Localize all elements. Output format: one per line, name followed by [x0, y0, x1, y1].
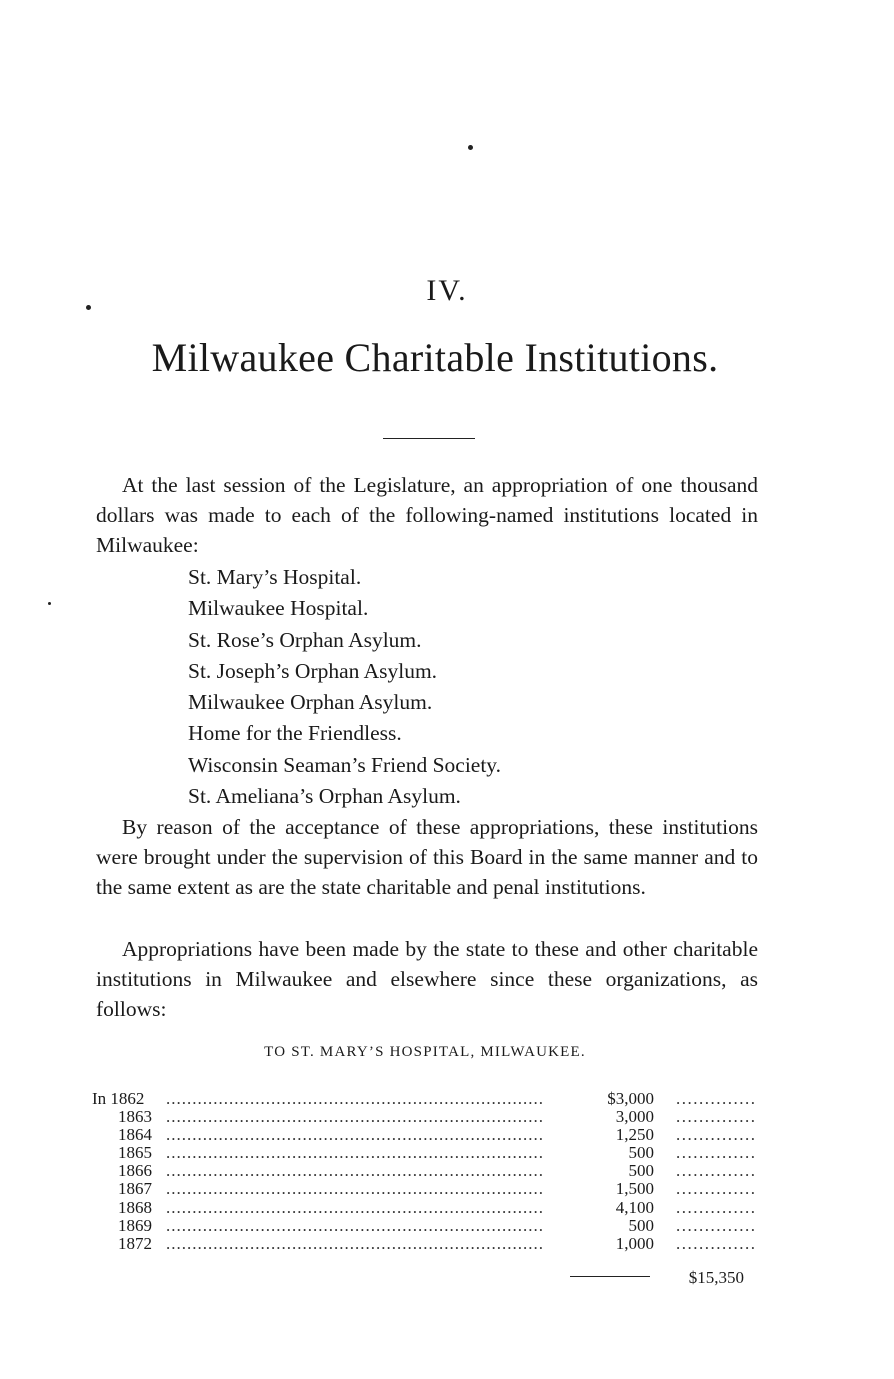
total-amount: $15,350 — [688, 1268, 744, 1287]
appropriation-table — [92, 1089, 757, 1253]
amount-cell: 500 — [628, 1143, 654, 1163]
year-cell: In 1862 — [92, 1089, 145, 1108]
dot-leader: ........................................................................ — [166, 1107, 544, 1127]
list-item: St. Mary’s Hospital. — [188, 565, 362, 589]
amount-cell: 1,250 — [615, 1125, 654, 1145]
year-cell: 1872 — [118, 1233, 152, 1253]
sum-rule — [570, 1276, 650, 1277]
year-cell: 1868 — [118, 1197, 152, 1217]
institution-list — [188, 562, 501, 812]
amount-cell: 500 — [628, 1161, 654, 1181]
amount-cell: $3,000 — [607, 1089, 654, 1108]
dot-leader: .............. — [676, 1215, 757, 1235]
year-cell: 1867 — [118, 1179, 152, 1199]
supervision-paragraph: By reason of the acceptance of these appropriations, these institutions were brought under the supervision of this Board in the same manner and to the same extent as are the state charitable and penal institutions. — [96, 815, 758, 899]
year-cell: 1865 — [118, 1143, 152, 1163]
dot-leader: ........................................................................ — [166, 1161, 544, 1181]
list-item: Wisconsin Seaman’s Friend Society. — [188, 752, 502, 777]
dot-leader: .............. — [676, 1179, 757, 1199]
print-speck — [468, 145, 473, 150]
dot-leader: ........................................................................ — [166, 1233, 544, 1253]
print-speck — [48, 602, 51, 605]
chapter-title: Milwaukee Charitable Institutions. — [151, 335, 719, 380]
amount-cell: 500 — [628, 1215, 654, 1235]
list-item: Milwaukee Orphan Asylum. — [188, 690, 433, 715]
table-row — [92, 1125, 757, 1145]
dot-leader: .............. — [676, 1107, 757, 1127]
dot-leader: ........................................................................ — [166, 1143, 544, 1163]
table-row — [92, 1161, 757, 1181]
dot-leader: ........................................................................ — [166, 1125, 544, 1145]
list-item: St. Rose’s Orphan Asylum. — [188, 627, 422, 652]
chapter-number: IV. — [426, 274, 468, 307]
title-divider — [383, 438, 475, 439]
appropriations-paragraph: Appropriations have been made by the state to these and other charitable institutions in Milwaukee and elsewhere since these organizations, as follows: — [96, 937, 758, 1021]
amount-cell: 4,100 — [615, 1197, 654, 1217]
table-row — [92, 1233, 757, 1253]
dot-leader: .............. — [676, 1143, 757, 1163]
dot-leader: ........................................................................ — [166, 1215, 544, 1235]
dot-leader: .............. — [676, 1161, 757, 1181]
table-row — [92, 1143, 757, 1163]
amount-cell: 1,000 — [615, 1233, 654, 1253]
dot-leader: ........................................................................ — [166, 1089, 544, 1108]
list-item: St. Ameliana’s Orphan Asylum. — [188, 784, 461, 809]
dot-leader: .............. — [676, 1233, 757, 1253]
dot-leader: .............. — [676, 1125, 757, 1145]
year-cell: 1864 — [118, 1125, 152, 1145]
dot-leader: ........................................................................ — [166, 1197, 544, 1217]
year-cell: 1863 — [118, 1107, 152, 1127]
amount-cell: 3,000 — [615, 1107, 654, 1127]
table-heading: TO ST. MARY’S HOSPITAL, MILWAUKEE. — [264, 1044, 586, 1060]
dot-leader: .............. — [676, 1197, 757, 1217]
list-item: Home for the Friendless. — [188, 721, 402, 746]
list-item: Milwaukee Hospital. — [188, 596, 369, 621]
amount-cell: 1,500 — [615, 1179, 654, 1199]
intro-paragraph: At the last session of the Legislature, an appropriation of one thousand dollars was made to each of the following-named institutions located in Milwaukee: — [96, 473, 758, 557]
table-row — [92, 1197, 757, 1217]
table-row — [92, 1107, 757, 1127]
table-row — [92, 1215, 757, 1235]
year-cell: 1866 — [118, 1161, 152, 1181]
table-row — [92, 1089, 757, 1108]
year-cell: 1869 — [118, 1215, 152, 1235]
list-item: St. Joseph’s Orphan Asylum. — [188, 658, 438, 683]
table-row — [92, 1179, 757, 1199]
dot-leader: .............. — [676, 1089, 757, 1108]
dot-leader: ........................................................................ — [166, 1179, 544, 1199]
